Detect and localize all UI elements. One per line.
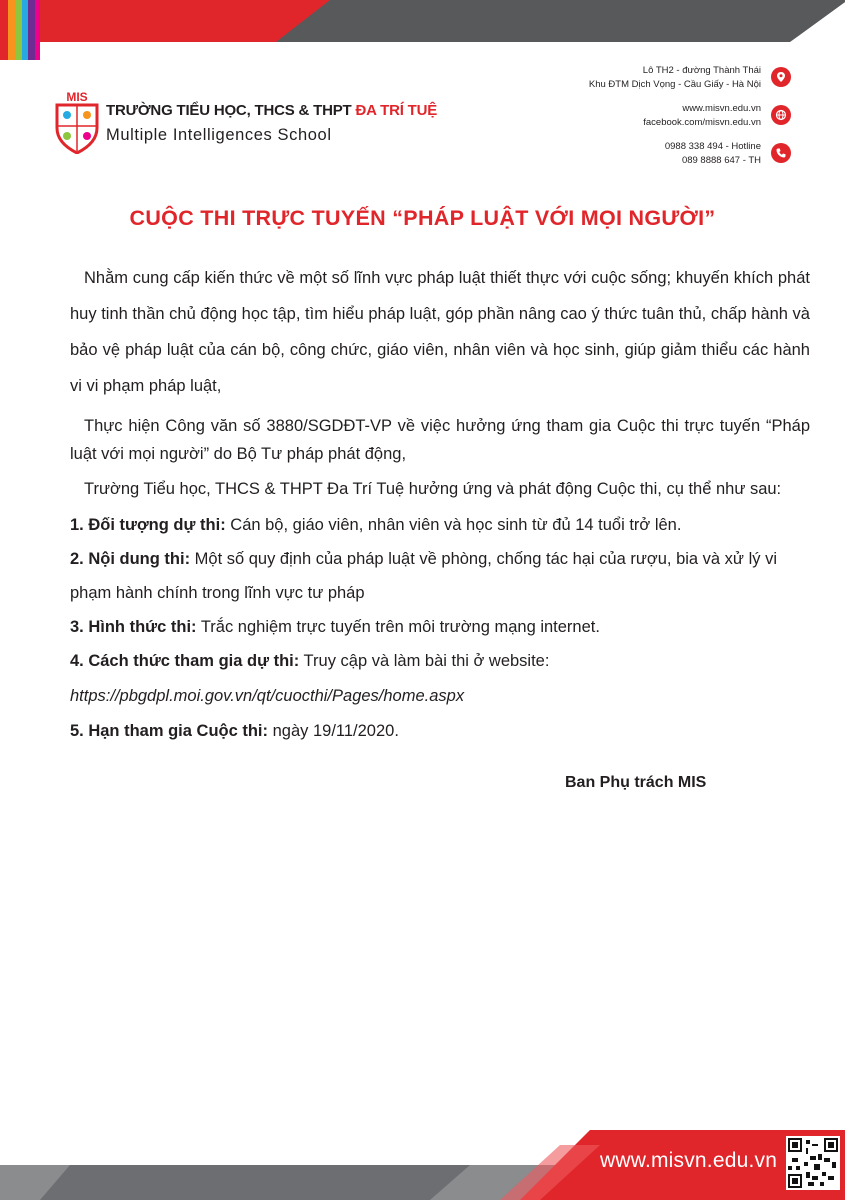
item-how-to-join [70, 644, 810, 678]
item-text: Một số quy định của pháp luật về phòng, chống tác hại của rượu, bia và xử lý vi phạm hành chính trong lĩnh vực tư pháp [70, 550, 777, 602]
item-label: 5. Hạn tham gia Cuộc thi: [70, 722, 269, 740]
item-label: 2. Nội dung thi: [70, 550, 191, 568]
facebook-link[interactable]: facebook.com/misvn.edu.vn [643, 117, 761, 128]
implementation-paragraph: Thực hiện Công văn số 3880/SGDĐT-VP về việc hưởng ứng tham gia Cuộc thi trực tuyến “Pháp luật với mọi người” do Bộ Tư pháp phát động, [70, 417, 810, 463]
globe-icon [771, 105, 791, 125]
item-deadline [70, 714, 810, 748]
item-text: Cán bộ, giáo viên, nhân viên và học sinh từ đủ 14 tuổi trở lên. [225, 516, 682, 534]
contest-url-link[interactable]: https://pbgdpl.moi.gov.vn/qt/cuocthi/Pages/home.aspx [70, 687, 465, 705]
crest-abbrev: MIS [66, 90, 88, 104]
qr-code-icon [786, 1136, 840, 1190]
hotline-number: 0988 338 494 - Hotline [664, 141, 761, 152]
school-name-accent: ĐA TRÍ TUỆ [355, 102, 438, 119]
website-link[interactable]: www.misvn.edu.vn [682, 103, 761, 114]
address-group [531, 64, 791, 92]
school-subtitle: Multiple Intelligences School [106, 126, 332, 144]
announcement-paragraph: Trường Tiểu học, THCS & THPT Đa Trí Tuệ hưởng ứng và phát động Cuộc thi, cụ thể như sau: [84, 480, 782, 498]
footer-website-link[interactable]: www.misvn.edu.vn [600, 1149, 778, 1172]
school-crest-icon [54, 90, 100, 154]
document-body [70, 260, 810, 748]
school-name-main: TRƯỜNG TIỂU HỌC, THCS & THPT [106, 102, 356, 119]
school-name [106, 102, 437, 119]
item-label: 4. Cách thức tham gia dự thi: [70, 652, 300, 670]
top-decorative-bar [0, 0, 845, 60]
item-format [70, 610, 810, 644]
address-line-1: Lô TH2 - đường Thành Thái [642, 65, 761, 76]
th-phone-number: 089 8888 647 - TH [681, 155, 761, 166]
phone-group [531, 140, 791, 168]
item-participants [70, 508, 810, 542]
item-content [70, 542, 810, 610]
item-label: 3. Hình thức thi: [70, 618, 197, 636]
web-group [531, 102, 791, 130]
location-pin-icon [771, 67, 791, 87]
document-title: CUỘC THI TRỰC TUYẾN “PHÁP LUẬT VỚI MỌI NGƯỜI” [129, 206, 716, 230]
contact-info [531, 64, 791, 178]
signature: Ban Phụ trách MIS [565, 774, 707, 791]
item-text: Truy cập và làm bài thi ở website: [299, 652, 550, 670]
phone-icon [771, 143, 791, 163]
item-text: ngày 19/11/2020. [268, 722, 399, 740]
item-label: 1. Đối tượng dự thi: [70, 516, 226, 534]
address-line-2: Khu ĐTM Dịch Vọng - Cầu Giấy - Hà Nội [588, 79, 761, 90]
item-text: Trắc nghiệm trực tuyến trên môi trường mạng internet. [196, 618, 600, 636]
intro-paragraph: Nhằm cung cấp kiến thức về một số lĩnh vực pháp luật thiết thực với cuộc sống; khuyến khích phát huy tinh thần chủ động học tập, tìm hiểu pháp luật, góp phần nâng cao ý thức tuân thủ, chấp hành và bảo vệ pháp luật của cán bộ, công chức, giáo viên, nhân viên và học sinh, giúp giảm thiểu các hành vi vi phạm pháp luật, [70, 269, 810, 395]
school-logo-block [54, 90, 438, 154]
